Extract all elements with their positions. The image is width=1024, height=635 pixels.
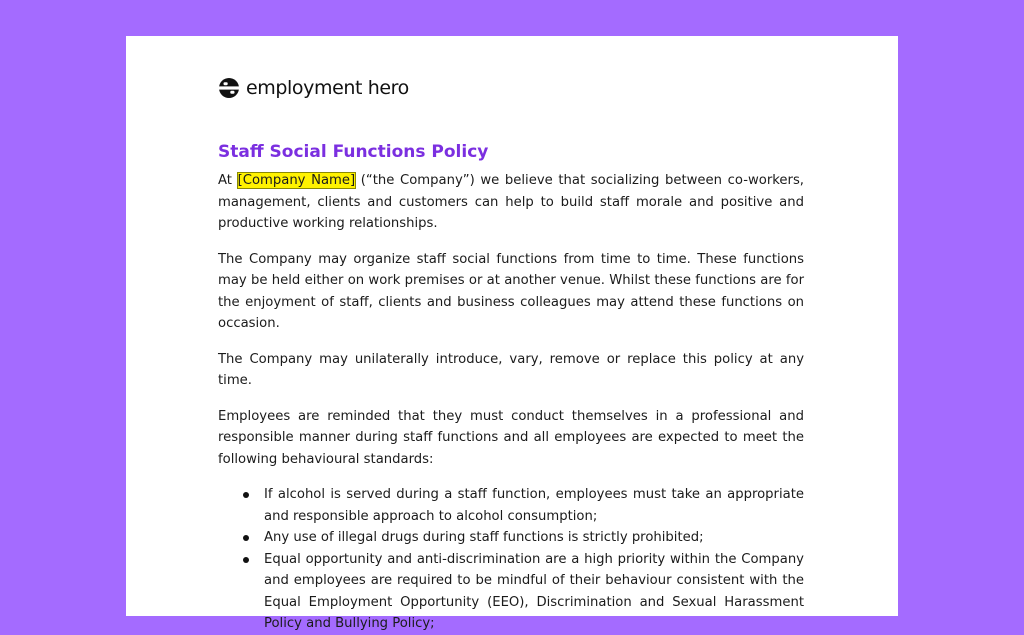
policy-content xyxy=(218,140,804,635)
brand-name: employment hero xyxy=(246,77,409,99)
intro-paragraph xyxy=(218,170,804,235)
policy-change-paragraph: The Company may unilaterally introduce, vary, remove or replace this policy at any time. xyxy=(218,351,804,388)
policy-title: Staff Social Functions Policy xyxy=(218,142,489,162)
intro-rest: (“the Company”) we believe that socializing between co-workers, management, clients and customers can help to build staff morale and positive and productive working relationships. xyxy=(218,173,805,231)
list-item: If alcohol is served during a staff function, employees must take an appropriate and responsible approach to alcohol consumption; xyxy=(264,484,804,527)
brand-logo xyxy=(218,76,409,100)
document-page xyxy=(126,36,898,631)
intro-lead: At xyxy=(218,173,238,188)
list-item: Equal opportunity and anti-discrimination are a high priority within the Company and employees are required to be mindful of their behaviour consistent with the Equal Employment Opportunity (EEO), Discrimination and Sexual Harassment Policy and Bullying Policy; xyxy=(264,549,804,635)
behaviour-list xyxy=(218,484,804,635)
conduct-paragraph: Employees are reminded that they must conduct themselves in a professional and responsible manner during staff functions and all employees are expected to meet the following behavioural standards: xyxy=(218,408,804,467)
company-name-placeholder: [Company Name] xyxy=(237,173,356,188)
list-item: Any use of illegal drugs during staff functions is strictly prohibited; xyxy=(264,527,804,549)
employment-hero-logo-icon xyxy=(218,77,240,99)
functions-paragraph: The Company may organize staff social functions from time to time. These functions may be held either on work premises or at another venue. Whilst these functions are for the enjoyment of staff, clients and business colleagues may attend these functions on occasion. xyxy=(218,251,804,331)
